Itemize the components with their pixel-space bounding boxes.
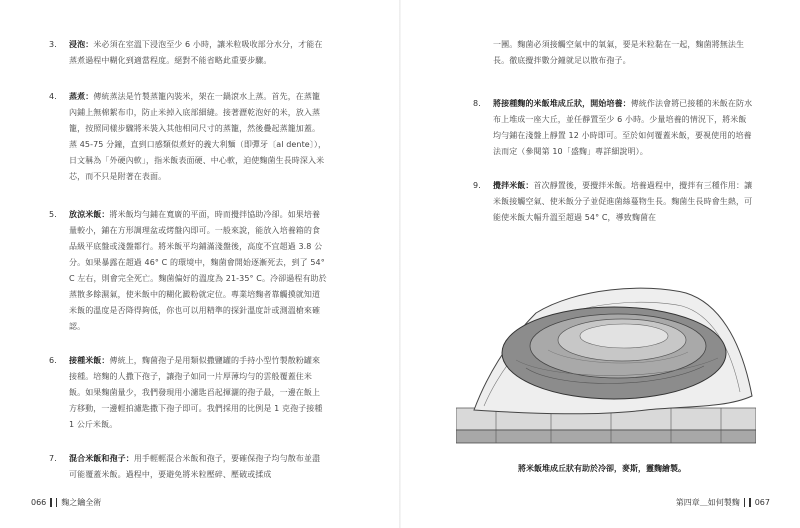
step-text: 傳統作法會將已接種的米飯在防水布上堆成一座大丘，並任靜置至少 6 小時。少量培養的情況下，將米飯均勻鋪在淺盤上靜置 12 小時即可。至於如何覆蓋米飯，要視使用的培養法而定（參閱第 10「盛麴」專詳細說明）。 (493, 99, 753, 156)
step-heading: 放涼米飯： (69, 210, 110, 219)
step-number: 7. (49, 454, 57, 463)
step-text: 傳統蒸法是竹製蒸籠內裝米，架在一鍋滾水上蒸。首先，在蒸籠內鋪上無棉絮布巾，防止米掉入底部細縫。接著瀝乾泡好的米，放入蒸籠，按照同樣步驟將米裝入其他相同尺寸的蒸籠，然後疊起蒸籠加蓋。蒸 45-75 分鐘，直到口感類似煮好的義大利麵（即彈牙〔al dente〕），日文稱為「外硬內軟」，指米飯表面硬、中心軟，迫使麴菌生長時深入米芯，而不只是附著在表面。 (69, 92, 327, 181)
step-text: 米必須在室溫下浸泡至少 6 小時，讓米粒吸收部分水分，才能在蒸煮過程中糊化到適當程度。絕對不能省略此重要步驟。 (69, 40, 323, 65)
step-text: 將米飯均勻鋪在寬廣的平面，時而攪拌協助冷卻。如果培養量較小，鋪在方形調理盆或烤盤內即可。一般來說，能放入培養箱的食品級平底盤或淺盤都行。將米飯平均鋪滿淺盤後，高度不宜超過 3.8 公分。如果暴露在超過 46° C 的環境中，麴菌會開始逐漸死去，到了 54° C 左右，則會完全死亡。麴菌偏好的溫度為 21-35° C。冷卻過程有助於蒸散多餘濕氣，使米飯中的糊化澱粉就定位。專業培麴者靠觸摸就知道米飯的溫度是否降得夠低，你也可以用精準的探針溫度計或測溫槍來確認。 (69, 210, 327, 331)
step-heading: 蒸煮： (69, 92, 94, 101)
chapter-title: 第四章＿如何製麴 (675, 498, 740, 507)
rice-mound-illustration (456, 258, 756, 458)
step-heading: 浸泡： (69, 40, 94, 49)
left-footer (31, 497, 101, 508)
step-number: 3. (49, 40, 57, 49)
step-text: 用手輕輕混合米飯和孢子，要確保孢子均勻散布並盡可能覆蓋米飯。過程中，要避免將米粒壓碎、壓破或揉成 (69, 454, 321, 479)
right-page (401, 0, 800, 528)
step-heading: 混合米飯和孢子： (69, 454, 134, 463)
step-number: 6. (49, 356, 57, 365)
step-number: 8. (473, 99, 481, 108)
footer-divider (50, 498, 52, 507)
book-title: 麴之鑰全術 (61, 498, 102, 507)
step-number: 4. (49, 92, 57, 101)
page-number: 066 (31, 498, 47, 507)
step-heading: 攪拌米飯： (493, 181, 534, 190)
footer-divider-thin (744, 498, 745, 507)
step-text: 傳統上，麴菌孢子是用類似撒鹽罐的手持小型竹製散粉罐來接種。培麴的人撒下孢子，讓孢子如同一片厚薄均勻的雲般覆蓋住米飯。如果麴菌量少，我們發現用小濾匙舀起揮灑的孢子最，一邊在飯上方移動，一邊輕拍濾匙撒下孢子即可。我們採用的比例是 1 克孢子接種 1 公斤米飯。 (69, 356, 323, 429)
figure-caption: 將米飯堆成丘狀有助於冷卻，麥斯，靈麴繪製。 (518, 464, 686, 473)
step-number: 5. (49, 210, 57, 219)
step-number: 9. (473, 181, 481, 190)
page-number: 067 (754, 498, 770, 507)
footer-divider (749, 498, 751, 507)
step-heading: 接種米飯： (69, 356, 110, 365)
step-heading: 將接種麴的米飯堆成丘狀，開始培養： (493, 99, 631, 108)
footer-divider-thin (56, 498, 57, 507)
right-footer (676, 497, 770, 508)
step-text: 一團。麴菌必須接觸空氣中的氧氣，要是米粒黏在一起，麴菌將無法生長。徹底攪拌數分鐘就足以散布孢子。 (493, 40, 745, 65)
step-text: 首次靜置後，要攪拌米飯。培養過程中，攪拌有三種作用：讓米飯接觸空氣、使米飯分子並促進菌絲蔓物生長。麴菌生長時會生熱，可能使米飯大幅升溫至超過 54° C，導致麴菌在 (493, 181, 753, 222)
